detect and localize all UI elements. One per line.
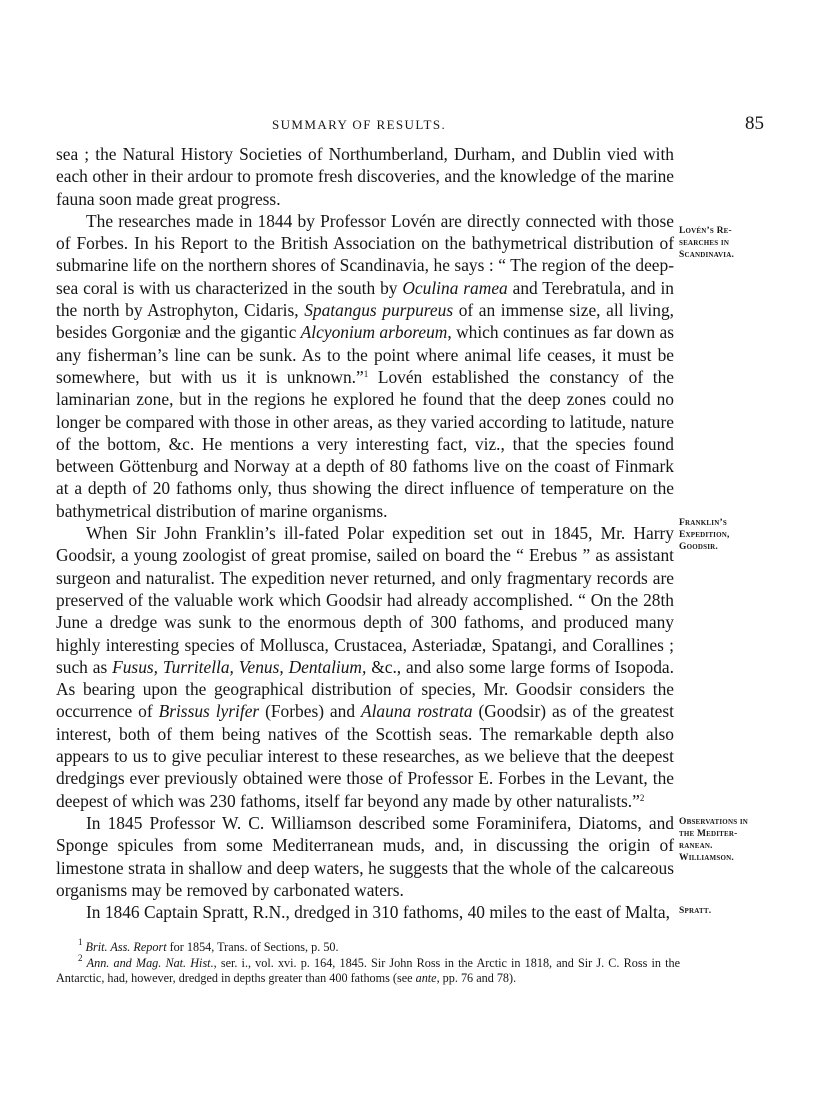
sidenote-franklin [679, 517, 730, 553]
sidenote-line: Franklin’s [679, 518, 727, 528]
paragraph-2 [56, 210, 674, 522]
paragraph-5-text: In 1846 Captain Spratt, R.N., dredged in 310 fathoms, 40 miles to the east of Malta, [86, 902, 670, 923]
paragraph-3-text: (Goodsir) as of the greatest interest, both of them being natives of the Scottish seas. The remarkable depth also appears to us to give peculiar interest to these researches, as we believe that the deepest dredgings ever previously obtained were those of Professor E. Forbes in the Levant, the deepest of which was 230 fathoms, itself far beyond any made by other naturalists.” [56, 701, 674, 811]
footnote-mark: 2 [78, 952, 83, 963]
sidenote-line: Williamson. [679, 853, 734, 863]
paragraph-2-text: and Terebratula, and in the north by Astrophyton, Cidaris, [56, 277, 674, 321]
sidenote-spratt [679, 905, 711, 917]
sidenote-line: the Mediter- [679, 829, 738, 839]
paragraph-3 [56, 522, 674, 812]
sidenote-line: Observations in [679, 817, 749, 827]
sidenote-loven [679, 225, 734, 261]
footnotes [56, 937, 680, 987]
species-name: Fusus, Turritella, Venus, Dentalium, [112, 656, 367, 677]
paragraph-2-text: of an immense size, all living, besides Gorgoniæ and the gigantic [56, 300, 674, 343]
paragraph-5 [56, 901, 674, 923]
footnote-ref-2: 2 [639, 792, 645, 803]
species-name: Alcyonium arboreum [300, 322, 448, 343]
footnote-text: for 1854, Trans. of Sections, p. 50. [166, 940, 339, 954]
species-name: Spatangus purpureus [304, 300, 454, 321]
sidenote-line: Scandinavia. [679, 250, 735, 260]
paragraph-1 [56, 143, 674, 210]
footnote-ref-1: 1 [363, 368, 369, 379]
sidenote-line: Expedition, [679, 530, 730, 540]
sidenote-line: Lovén’s Re- [679, 226, 732, 236]
paragraph-2-text: The researches made in 1844 by Professor Lovén are directly connected with those of Forbes. In his Report to the British Association on the bathymetrical distribution of submarine life on the northern shores of Scandinavia, he says : “ The region of the deep-sea coral is with us characterized in the south by [56, 210, 674, 298]
paragraph-4-text: In 1845 Professor W. C. Williamson described some Foraminifera, Diatoms, and Sponge spicules from some Mediterranean muds, and, in discussing the origin of limestone strata in shallow and deep waters, he suggests that the whole of the calcareous organisms may be removed by carbonated waters. [56, 812, 674, 900]
sidenote-observations [679, 816, 748, 864]
paragraph-4 [56, 812, 674, 901]
paragraph-3-text: (Forbes) and [259, 701, 361, 722]
paragraph-3-text: When Sir John Franklin’s ill-fated Polar expedition set out in 1845, Mr. Harry Goodsir, a young zoologist of great promise, sailed on board the “ Erebus ” as assistant surgeon and naturalist. The expedition never returned, and only fragmentary records are preserved of the valuable work which Goodsir had already accomplished. “ On the 28th June a dredge was sunk to the enormous depth of 300 fathoms, and produced many highly interesting species of Mollusca, Crustacea, Asteriadæ, Spatangi, and Corallines ; such as [56, 523, 674, 677]
page-number: 85 [745, 113, 764, 134]
footnote-citation: Brit. Ass. Report [85, 940, 167, 954]
sidenote-line: ranean. [679, 841, 713, 851]
sidenote-line: searches in [679, 238, 730, 248]
footnote-2 [56, 952, 680, 987]
paragraph-2-text: Lovén established the constancy of the laminarian zone, but in the regions he explored he found that the deep zones could no longer be compared with those in other areas, as they varied according to latitude, nature of the bottom, &c. He mentions a very interesting fact, viz., that the species found between Göttenburg and Norway at a depth of 80 fathoms live on the coast of Finmark at a depth of 20 fathoms only, thus showing the direct influence of temperature on the bathymetrical distribution of marine organisms. [56, 366, 674, 521]
species-name: Alauna rostrata [360, 701, 473, 722]
footnote-text: , ser. i., vol. xvi. p. 164, 1845. Sir John Ross in the Arctic in 1818, and Sir J. C. Ross in the Antarctic, had, however, dredged in depths greater than 400 fathoms (see [56, 955, 680, 985]
paragraph-1-text: sea ; the Natural History Societies of Northumberland, Durham, and Dublin vied with each other in their ardour to promote fresh discoveries, and the knowledge of the marine fauna soon made great progress. [56, 144, 674, 209]
footnote-1 [56, 937, 680, 956]
running-title: SUMMARY OF RESULTS. [272, 117, 447, 132]
paragraph-2-text: , which continues as far down as any fisherman’s line can be sunk. As to the point where animal life ceases, it must be somewhere, but with us it is unknown.” [56, 322, 674, 387]
species-name: Oculina ramea [402, 277, 508, 298]
footnote-citation: Ann. and Mag. Nat. Hist. [86, 955, 214, 970]
footnote-mark: 1 [78, 937, 83, 947]
species-name: Brissus lyrifer [158, 701, 260, 722]
sidenote-line: Spratt. [679, 906, 712, 916]
paragraph-3-text: &c., and also some large forms of Isopoda. As bearing upon the geographical distribution of species, Mr. Goodsir considers the occurrence of [56, 656, 674, 722]
main-text [56, 143, 674, 923]
footnote-text: , pp. 76 and 78). [436, 971, 517, 985]
sidenote-line: Goodsir. [679, 542, 718, 552]
footnote-citation: ante [415, 971, 437, 985]
